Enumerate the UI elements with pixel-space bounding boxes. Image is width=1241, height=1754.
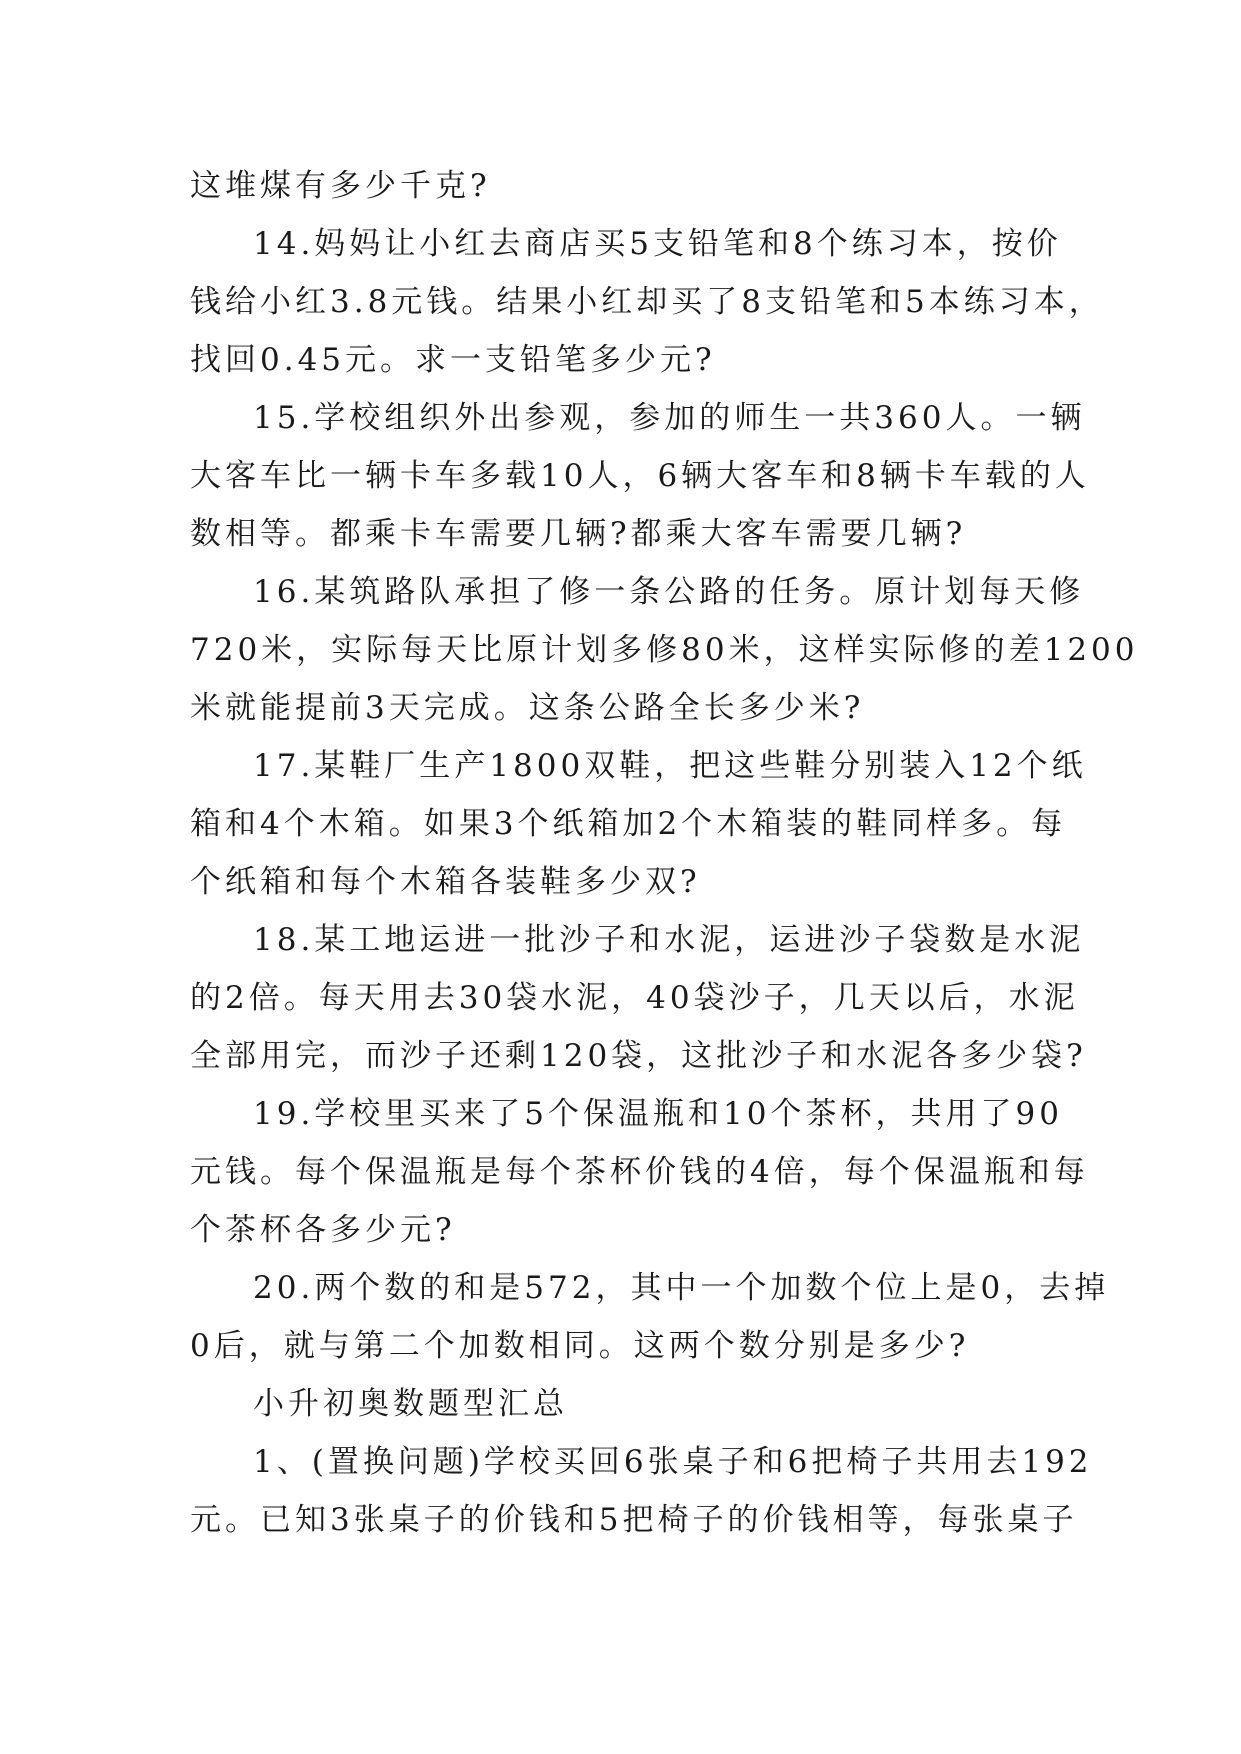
text-line: 箱和4个木箱。如果3个纸箱加2个木箱装的鞋同样多。每 — [190, 806, 1067, 842]
text-line: 大客车比一辆卡车多载10人，6辆大客车和8辆卡车载的人 — [190, 458, 1090, 494]
text-line: 19.学校里买来了5个保温瓶和10个茶杯，共用了90 — [253, 1096, 1063, 1132]
text-line: 元。已知3张桌子的价钱和5把椅子的价钱相等，每张桌子 — [190, 1502, 1078, 1538]
text-line: 找回0.45元。求一支铅笔多少元? — [190, 342, 716, 378]
text-line: 这堆煤有多少千克? — [190, 168, 491, 204]
text-line: 17.某鞋厂生产1800双鞋，把这些鞋分别装入12个纸 — [253, 748, 1087, 784]
text-line: 18.某工地运进一批沙子和水泥，运进沙子袋数是水泥 — [253, 922, 1085, 958]
text-line: 个茶杯各多少元? — [190, 1212, 456, 1248]
text-line: 数相等。都乘卡车需要几辆?都乘大客车需要几辆? — [190, 516, 967, 552]
text-line: 720米，实际每天比原计划多修80米，这样实际修的差1200 — [190, 632, 1139, 668]
text-line: 的2倍。每天用去30袋水泥，40袋沙子，几天以后，水泥 — [190, 980, 1079, 1016]
text-line: 20.两个数的和是572，其中一个加数个位上是0，去掉 — [253, 1270, 1110, 1306]
section-heading: 小升初奥数题型汇总 — [253, 1386, 568, 1422]
text-line: 个纸箱和每个木箱各装鞋多少双? — [190, 864, 701, 900]
text-line: 14.妈妈让小红去商店买5支铅笔和8个练习本，按价 — [253, 226, 1062, 262]
text-line: 1、(置换问题)学校买回6张桌子和6把椅子共用去192 — [253, 1444, 1093, 1480]
text-line: 米就能提前3天完成。这条公路全长多少米? — [190, 690, 865, 726]
text-line: 0后，就与第二个加数相同。这两个数分别是多少? — [190, 1328, 970, 1364]
text-line: 16.某筑路队承担了修一条公路的任务。原计划每天修 — [253, 574, 1085, 610]
text-line: 全部用完，而沙子还剩120袋，这批沙子和水泥各多少袋? — [190, 1038, 1087, 1074]
text-line: 15.学校组织外出参观，参加的师生一共360人。一辆 — [253, 400, 1086, 436]
text-line: 钱给小红3.8元钱。结果小红却买了8支铅笔和5本练习本， — [190, 284, 1104, 320]
text-line: 元钱。每个保温瓶是每个茶杯价钱的4倍，每个保温瓶和每 — [190, 1154, 1089, 1190]
